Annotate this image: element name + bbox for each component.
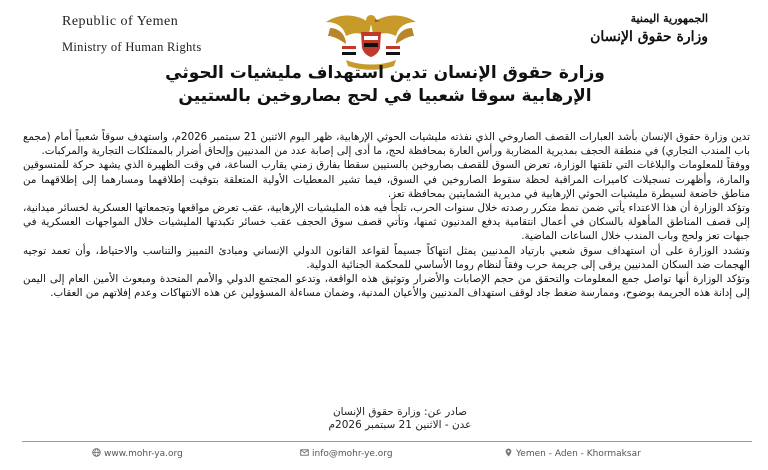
location-pin-icon xyxy=(504,448,513,457)
statement-body xyxy=(23,130,750,300)
place-date-line: عدن - الاثنين 21 سبتمبر 2026م xyxy=(328,419,472,431)
footer xyxy=(0,444,768,466)
footer-address xyxy=(504,448,641,459)
arabic-header xyxy=(488,12,708,45)
body-paragraph-4: وتشدد الوزارة على أن استهداف سوق شعبي بارتياد المدنيين يمثل انتهاكاً جسيماً لقواعد القانون الدولي الإنساني ومبادئ التمييز والتناسب والاحتياط، وأن تعمد توجيه الهجمات ضد السكان المدنيين يرقى إلى جريمة حرب وفقاً لنظام روما الأساسي للمحكمة الجنائية الدولية. xyxy=(23,244,750,271)
email-text: info@mohr-ye.org xyxy=(312,449,393,459)
arabic-ministry-name: وزارة حقوق الإنسان xyxy=(590,29,708,45)
footer-website[interactable] xyxy=(92,448,183,459)
website-text: www.mohr-ya.org xyxy=(104,449,183,459)
title-line-2: الإرهابية سوقا شعبيا في لحج بصاروخين بالستيين xyxy=(178,86,592,106)
globe-icon xyxy=(92,448,101,457)
title-line-1: وزارة حقوق الإنسان تدين استهداف مليشيات الحوثي xyxy=(165,63,605,83)
footer-divider xyxy=(22,441,752,442)
english-ministry-name: Ministry of Human Rights xyxy=(62,40,202,54)
statement-title xyxy=(80,62,690,108)
address-text: Yemen - Aden - Khormaksar xyxy=(516,449,641,459)
issuer-line: صادر عن: وزارة حقوق الإنسان xyxy=(332,406,468,418)
body-paragraph-3: وتؤكد الوزارة أن هذا الاعتداء يأتي ضمن نمط متكرر رصدته خلال سنوات الحرب، تلجأ فيه هذه المليشيات الإرهابية، عقب تعرض مواقعها وتجمعاتها العسكرية لخسائر ميدانية، إلى قصف المناطق المأهولة بالسكان في أعمال انتقامية يدفع المدنيون ثمنها، وتأتي قصف سوق الحجف عقب خسائر تكبدتها المليشيات خلال المواجهات العسكرية في جبهات تعز ولحج وباب المندب خلال الساعات الماضية. xyxy=(23,202,750,243)
issuer-signature xyxy=(200,406,600,432)
english-header xyxy=(62,14,282,55)
body-paragraph-5: وتؤكد الوزارة أنها تواصل جمع المعلومات والتحقق من حجم الإصابات والأضرار وتوثيق هذه الواقعة، وتدعو المجتمع الدولي والأمم المتحدة ومبعوث الأمين العام إلى اليمن إلى إدانة هذه الجريمة بوضوح، وممارسة ضغط جاد لوقف استهداف المدنيين والأعيان المدنية، وضمان مساءلة المسؤولين عن هذه الانتهاكات وعدم إفلاتهم من العقاب. xyxy=(23,273,750,300)
arabic-country-name: الجمهورية اليمنية xyxy=(630,12,708,25)
body-paragraph-2: ووفقاً للمعلومات والبلاغات التي تلقتها الوزارة، تعرض السوق للقصف بصاروخين بالستيين سقطا بفارق زمني يقارب الساعة، في وقت الظهيرة الذي يشهد حركة للمتسوقين والمارة، وأظهرت تسجيلات كاميرات المراقبة لحظة سقوط الصاروخين في السوق، فيما تشير المعطيات الأولية المتعلقة بتوقيت إطلاقهما ومسارهما إلى إطلاقهما من مناطق خاضعة لسيطرة مليشيات الحوثي الإرهابية في مديرية الشمايتين بمحافظة تعز. xyxy=(23,159,750,200)
footer-email[interactable] xyxy=(300,448,393,459)
mail-icon xyxy=(300,448,309,457)
body-paragraph-1: تدين وزارة حقوق الإنسان بأشد العبارات القصف الصاروخي الذي نفذته مليشيات الحوثي الإرهابية، ظهر اليوم الاثنين 21 سبتمبر 2026م، واستهدف سوقاً شعبياً أمام (مجمع باب المندب التجاري) في منطقة الحجف بمديرية المضاربة ورأس العارة بمحافظة لحج، ما أدى إلى إصابة عدد من المدنيين وإلحاق أضرار بالممتلكات التجارية والمركبات. xyxy=(23,131,750,158)
english-country-name: Republic of Yemen xyxy=(62,14,179,29)
